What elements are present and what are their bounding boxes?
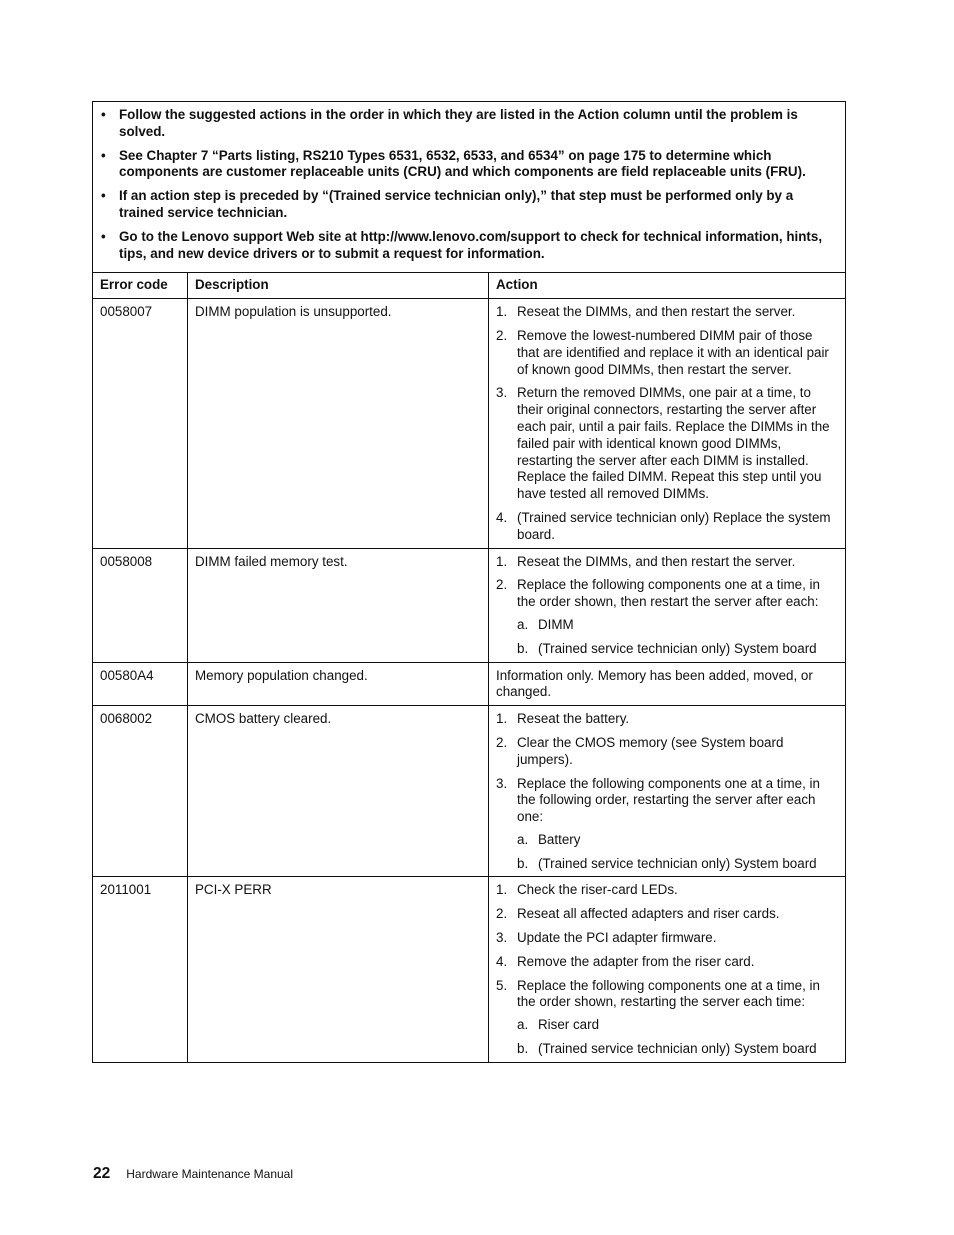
sub-step-text: (Trained service technician only) System board — [538, 640, 817, 656]
step-number: 2. — [496, 577, 508, 593]
step-number: 4. — [496, 953, 508, 969]
step-number: 2. — [496, 734, 508, 750]
header-error-code: Error code — [93, 273, 188, 299]
sub-step-text: Battery — [538, 831, 581, 847]
step-text: Replace the following components one at a time, in the order shown, then restart the server after each: — [517, 577, 820, 610]
action-step — [496, 735, 838, 769]
page-number: 22 — [93, 1165, 111, 1182]
sub-step-letter: a. — [517, 831, 529, 847]
action-step — [496, 882, 838, 899]
error-code-cell: 0058008 — [93, 548, 188, 662]
note-item — [101, 107, 835, 141]
step-number: 1. — [496, 553, 508, 569]
step-text: Return the removed DIMMs, one pair at a time, to their original connectors, restarting the server after each pair, until a pair fails. Replace the DIMMs in the failed pair with identical known good DIMMs, restarting the server after each DIMM is installed. Replace the failed DIMM. Repeat this step until you have tested all removed DIMMs. — [517, 385, 830, 502]
bullet-icon: • — [101, 188, 106, 204]
step-text: Reseat all affected adapters and riser cards. — [517, 906, 780, 922]
bullet-icon: • — [101, 228, 106, 244]
step-text: Remove the adapter from the riser card. — [517, 953, 755, 969]
note-item — [101, 188, 835, 222]
action-cell — [489, 548, 846, 662]
step-number: 2. — [496, 327, 508, 343]
step-number: 4. — [496, 509, 508, 525]
step-number: 1. — [496, 304, 508, 320]
note-text: Follow the suggested actions in the order in which they are listed in the Action column until the problem is solved. — [119, 107, 798, 139]
step-number: 1. — [496, 711, 508, 727]
step-text: Update the PCI adapter firmware. — [517, 930, 717, 946]
step-text: Reseat the DIMMs, and then restart the server. — [517, 304, 796, 320]
notes-row — [93, 102, 846, 273]
sub-step-text: (Trained service technician only) System board — [538, 855, 817, 871]
action-step — [496, 776, 838, 873]
sub-step — [517, 1041, 838, 1058]
action-steps — [496, 554, 838, 658]
note-item — [101, 148, 835, 182]
error-code-cell: 0058007 — [93, 299, 188, 548]
action-text: Information only. Memory has been added, moved, or changed. — [496, 667, 813, 700]
description-cell: DIMM population is unsupported. — [188, 299, 489, 548]
step-text: Remove the lowest-numbered DIMM pair of those that are identified and replace it with an identical pair of known good DIMMs, then restart the server. — [517, 327, 829, 377]
action-step — [496, 930, 838, 947]
header-row — [93, 273, 846, 299]
note-text: See Chapter 7 “Parts listing, RS210 Types 6531, 6532, 6533, and 6534” on page 175 to determine which components are customer replaceable units (CRU) and which components are field replaceable units (FRU). — [119, 147, 806, 180]
error-code-table — [92, 101, 846, 1063]
step-number: 5. — [496, 977, 508, 993]
bullet-icon: • — [101, 107, 106, 122]
sub-step-letter: b. — [517, 1041, 529, 1057]
action-step — [496, 711, 838, 728]
step-text: Replace the following components one at a time, in the order shown, restarting the server each time: — [517, 977, 820, 1010]
action-steps — [496, 304, 838, 543]
action-step — [496, 304, 838, 321]
step-number: 3. — [496, 385, 508, 401]
header-action: Action — [489, 273, 846, 299]
table-row — [93, 706, 846, 877]
header-description: Description — [188, 273, 489, 299]
action-step — [496, 978, 838, 1058]
action-steps — [496, 882, 838, 1057]
table-row — [93, 662, 846, 706]
sub-step-text: (Trained service technician only) System board — [538, 1041, 817, 1057]
action-steps — [496, 711, 838, 872]
action-step — [496, 554, 838, 571]
sub-step — [517, 856, 838, 873]
step-number: 3. — [496, 775, 508, 791]
action-step — [496, 577, 838, 657]
step-number: 3. — [496, 930, 508, 946]
description-cell: Memory population changed. — [188, 662, 489, 706]
note-item — [101, 229, 835, 263]
step-number: 1. — [496, 882, 508, 898]
table-row — [93, 548, 846, 662]
step-number: 2. — [496, 906, 508, 922]
sub-step-text: DIMM — [538, 616, 574, 632]
step-text: Check the riser-card LEDs. — [517, 882, 678, 898]
manual-title: Hardware Maintenance Manual — [126, 1167, 294, 1181]
sub-step — [517, 832, 838, 849]
action-step — [496, 328, 838, 378]
step-text: (Trained service technician only) Replace the system board. — [517, 509, 831, 542]
sub-step — [517, 641, 838, 658]
step-text: Reseat the battery. — [517, 711, 630, 727]
action-cell — [489, 706, 846, 877]
error-code-cell: 2011001 — [93, 877, 188, 1062]
action-step — [496, 906, 838, 923]
step-text: Reseat the DIMMs, and then restart the server. — [517, 553, 796, 569]
notes-cell — [93, 102, 846, 273]
note-text: Go to the Lenovo support Web site at http://www.lenovo.com/support to check for technical information, hints, tips, and new device drivers or to submit a request for information. — [119, 228, 823, 261]
sub-step-letter: b. — [517, 640, 529, 656]
table-row — [93, 299, 846, 548]
note-text: If an action step is preceded by “(Trained service technician only),” that step must be performed only by a trained service technician. — [119, 188, 794, 220]
sub-step-letter: a. — [517, 616, 529, 632]
step-text: Replace the following components one at a time, in the following order, restarting the server after each one: — [517, 775, 820, 825]
step-text: Clear the CMOS memory (see System board jumpers). — [517, 734, 784, 767]
table-row — [93, 877, 846, 1062]
action-cell — [489, 662, 846, 706]
sub-step-letter: a. — [517, 1017, 529, 1033]
sub-step — [517, 1017, 838, 1034]
sub-step — [517, 617, 838, 634]
sub-step-letter: b. — [517, 855, 529, 871]
sub-steps — [517, 1017, 838, 1058]
sub-steps — [517, 832, 838, 873]
action-step — [496, 385, 838, 503]
action-cell — [489, 877, 846, 1062]
sub-steps — [517, 617, 838, 658]
action-step — [496, 954, 838, 971]
description-cell: DIMM failed memory test. — [188, 548, 489, 662]
page-footer — [93, 1166, 293, 1183]
error-code-cell: 00580A4 — [93, 662, 188, 706]
notes-list — [101, 107, 835, 262]
action-step — [496, 510, 838, 544]
sub-step-text: Riser card — [538, 1017, 600, 1033]
error-code-cell: 0068002 — [93, 706, 188, 877]
description-cell: PCI-X PERR — [188, 877, 489, 1062]
action-cell — [489, 299, 846, 548]
bullet-icon: • — [101, 147, 106, 163]
description-cell: CMOS battery cleared. — [188, 706, 489, 877]
